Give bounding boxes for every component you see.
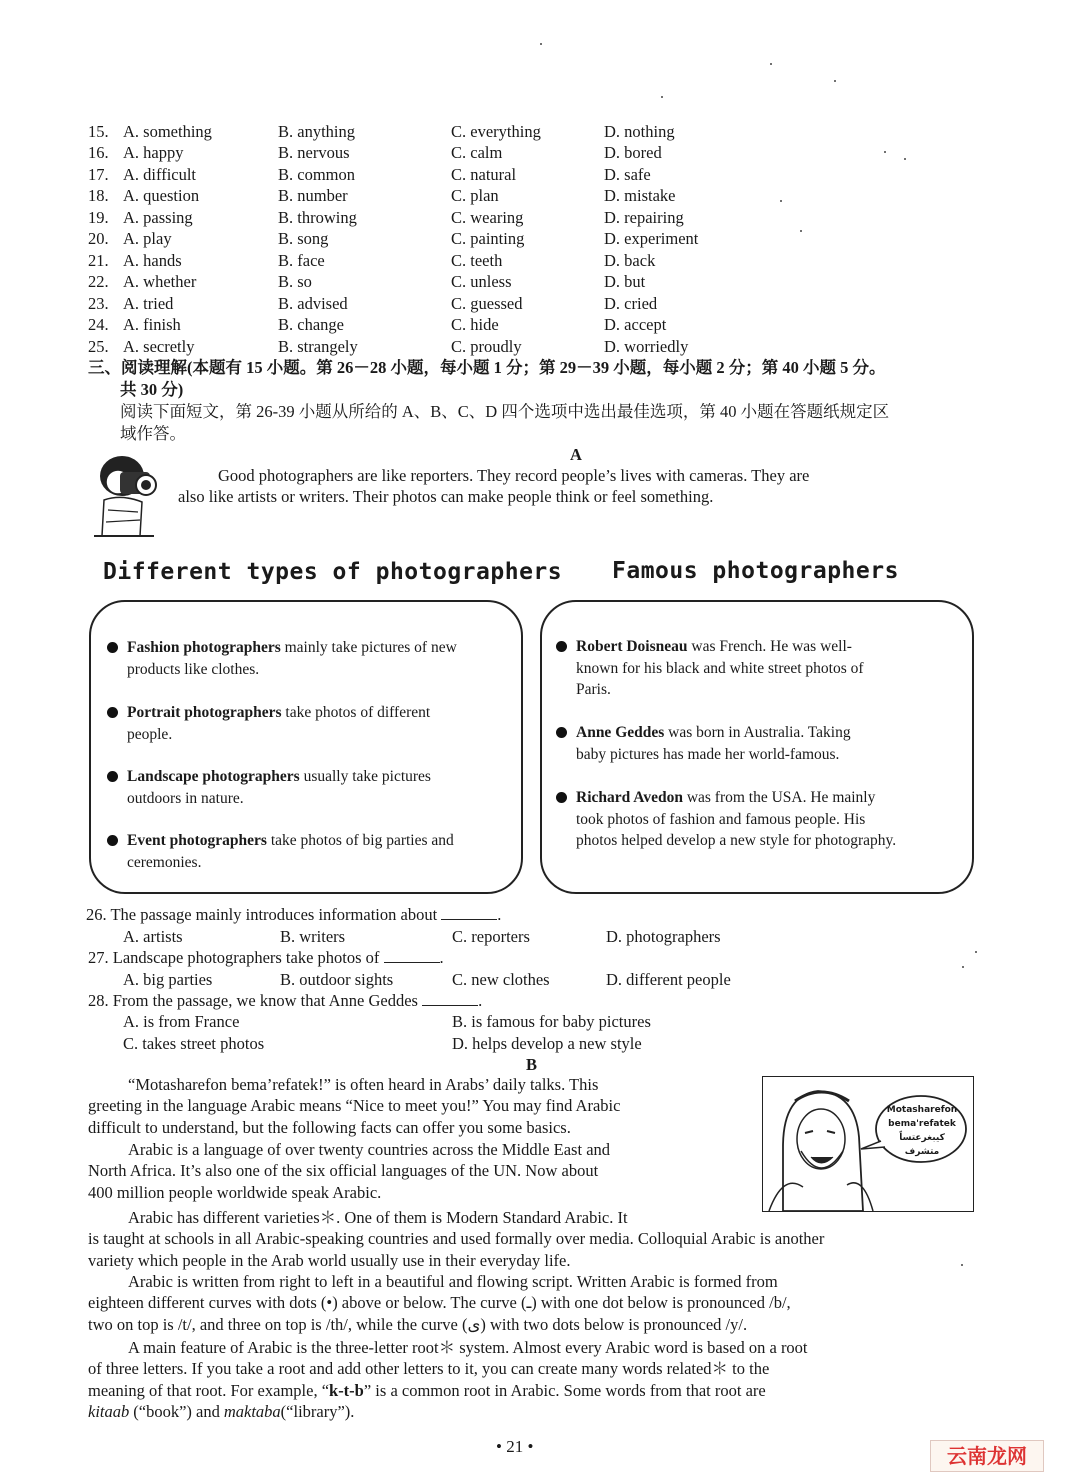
famous-line1 [576,636,864,658]
cloze-num: 21. [88,250,109,270]
cloze-b: B. so [278,272,312,292]
arab-man-illustration [762,1076,974,1212]
cloze-c: C. hide [451,315,499,335]
famous-title: Famous photographers [612,558,899,584]
q28_opts-option: C. takes street photos [123,1033,265,1053]
passage-line: greeting in the language Arabic means “Nice to meet you!” You may find Arabic [88,1096,621,1116]
q27_opts-option: C. new clothes [452,970,550,989]
cloze-b: B. face [278,250,325,270]
text-run: (“library”). [280,1402,355,1422]
passage-a-intro-1: Good photographers are like reporters. They record people’s lives with cameras. They are [218,466,810,485]
section-heading-line1: 三、阅读理解(本题有 15 小题。第 26－28 小题，每小题 1 分；第 29－39 小题，每小题 2 分；第 40 小题 5 分。 [88,358,886,377]
cloze-num: 19. [88,207,109,227]
text-run: ” is a common root in Arabic. Some words from that root are [363,1380,766,1400]
q26_opts-option: D. photographers [606,927,721,946]
bullet-icon [107,707,118,718]
types-line1 [127,830,454,852]
cloze-a: A. difficult [123,164,197,184]
cloze-c: C. guessed [451,293,523,313]
cloze-num: 20. [88,229,109,249]
famous-item [576,722,851,765]
cloze-c: C. natural [451,164,517,184]
cloze-d: D. repairing [604,207,684,227]
cloze-c: C. everything [451,122,541,141]
passage-line [88,1401,976,1422]
famous-text3: photos helped develop a new style for photography. [576,832,897,849]
section-instr-line1: 阅读下面短文，第 26-39 小题从所给的 A、B、C、D 四个选项中选出最佳选项，第 40 小题在答题纸规定区 [120,402,890,421]
cloze-d: D. bored [604,143,662,163]
types-name: Landscape photographers [127,768,300,785]
passage-line: Arabic is written from right to left in a beautiful and flowing script. Written Arabic is formed from [128,1272,778,1291]
cloze-d: D. safe [604,164,651,184]
types-text1: mainly take pictures of new [280,639,457,656]
passage-b-p5 [88,1337,976,1423]
cloze-b: B. number [278,186,348,206]
word-kitaab: kitaab [88,1402,130,1422]
famous-line1 [576,722,851,744]
bullet-icon [556,727,567,738]
types-name: Fashion photographers [127,639,281,656]
types-item [127,637,457,680]
cloze-a: A. secretly [123,336,195,356]
famous-name: Robert Doisneau [576,638,688,655]
cloze-a: A. finish [123,315,181,335]
types-line1 [127,702,430,724]
cloze-num: 17. [88,164,109,184]
cloze-row [88,208,768,229]
bullet-icon [107,835,118,846]
cloze-b: B. song [278,229,329,249]
passage-b-p4 [88,1271,976,1335]
cloze-a: A. question [123,186,200,206]
page-number: • 21 • [496,1437,534,1456]
types-item [127,766,431,809]
cloze-d: D. back [604,250,656,270]
q28_opts-option: D. helps develop a new style [452,1033,642,1053]
cloze-c: C. proudly [451,336,522,356]
text-run: (“book”) and [133,1402,220,1422]
photographer-cartoon [84,450,164,542]
passage-line: North Africa. It’s also one of the six official languages of the UN. Now about [88,1161,599,1181]
passage-b-p1 [88,1074,748,1138]
cloze-a: A. something [123,122,212,141]
famous-text2: took photos of fashion and famous people. His [576,810,866,828]
q28_opts-option: B. is famous for baby pictures [452,1012,651,1031]
cloze-b: B. throwing [278,207,357,227]
cloze-row [88,337,768,358]
cloze-d: D. experiment [604,229,699,249]
cloze-a: A. tried [123,293,174,313]
cloze-num: 24. [88,315,109,335]
cloze-row [88,272,768,293]
section-instructions [120,401,980,445]
cloze-d: D. but [604,272,646,292]
passage-b-p2 [88,1139,748,1203]
passage-line: two on top is /t/, and three on top is /th/, while the curve (ى) with two dots below is pronounced /y/. [88,1314,748,1334]
cloze-a: A. passing [123,207,193,227]
passage-line: A main feature of Arabic is the three-letter root＊ system. Almost every Arabic word is based on a root [128,1338,808,1357]
q27_opts-option: D. different people [606,970,731,989]
cloze-c: C. painting [451,229,525,249]
types-item [127,702,430,745]
cloze-row [88,251,768,272]
types-text2: products like clothes. [127,660,260,678]
bullet-icon [107,771,118,782]
types-line1 [127,637,457,659]
bullet-icon [556,641,567,652]
passage-a-intro-2: also like artists or writers. Their photos can make people think or feel something. [178,487,714,506]
cloze-d: D. cried [604,293,658,313]
word-maktaba: maktaba [223,1402,281,1422]
passage-line: Arabic has different varieties＊. One of them is Modern Standard Arabic. It [128,1208,628,1227]
cloze-a: A. play [123,229,172,249]
types-title: Different types of photographers [103,559,563,585]
cloze-d: D. mistake [604,186,676,206]
q28_opts-option: A. is from France [123,1012,240,1031]
passage-line: is taught at schools in all Arabic-speaking countries and used formally over media. Colloquial Arabic is another [88,1229,825,1249]
cloze-b: B. nervous [278,143,350,163]
famous-text1: was French. He was well- [687,638,852,655]
types-text1: usually take pictures [299,768,431,785]
q27_opts-option: A. big parties [123,970,213,989]
types-text2: outdoors in nature. [127,789,244,807]
passage-line: of three letters. If you take a root and add other letters to it, you can create many words related＊ to the [88,1359,770,1379]
passage-b-p3 [88,1207,976,1271]
cloze-row [88,186,768,207]
speech-bubble [881,1103,963,1159]
cloze-b: B. common [278,164,355,184]
types-text2: ceremonies. [127,853,202,871]
passage-b-letter: B [526,1055,538,1074]
passage-a-letter: A [570,445,582,464]
cloze-d: D. accept [604,315,667,335]
cloze-b: B. strangely [278,336,358,356]
section-heading-line2: 共 30 分) [120,380,184,399]
cloze-row [88,143,768,164]
cloze-row [88,315,768,336]
famous-item [576,636,864,701]
cloze-row [88,165,768,186]
cloze-num: 23. [88,293,109,313]
cloze-a: A. happy [123,143,184,163]
cloze-row [88,229,768,250]
section-instr-line2: 域作答。 [120,424,186,443]
famous-name: Anne Geddes [576,724,665,741]
famous-text2: known for his black and white street photos of [576,659,864,677]
passage-line: difficult to understand, but the following facts can offer you some basics. [88,1117,571,1137]
famous-line1 [576,787,896,809]
bubble-line: Motasharefon [886,1105,958,1115]
passage-line [88,1380,976,1401]
famous-item [576,787,896,852]
types-name: Event photographers [127,832,267,849]
q26_opts-option: A. artists [123,927,183,946]
bullet-icon [107,642,118,653]
passage-line: “Motasharefon bema’refatek!” is often heard in Arabs’ daily talks. This [128,1075,599,1094]
famous-text1: was born in Australia. Taking [664,724,851,741]
bubble-line: bema'refatek [888,1119,956,1129]
types-text1: take photos of different [281,704,431,721]
cloze-c: C. plan [451,186,499,206]
cloze-d: D. worriedly [604,336,689,356]
text-run: meaning of that root. For example, “ [88,1380,330,1400]
cloze-c: C. calm [451,143,503,163]
cloze-num: 22. [88,272,109,292]
cloze-d: D. nothing [604,122,675,141]
cloze-c: C. wearing [451,207,524,227]
cloze-a: A. hands [123,250,182,270]
cloze-num: 15. [88,122,109,141]
q26_opts-option: B. writers [280,927,346,946]
cloze-b: B. advised [278,293,348,313]
types-name: Portrait photographers [127,704,282,721]
cloze-b: B. change [278,315,344,335]
passage-line: variety which people in the Arab world usually use in their everyday life. [88,1250,571,1270]
cloze-c: C. unless [451,272,512,292]
passage-line: eighteen different curves with dots (•) above or below. The curve (ـ) with one dot below is pronounced /b/, [88,1293,791,1313]
root-example: k-t-b [329,1380,364,1400]
famous-name: Richard Avedon [576,789,683,806]
cloze-num: 25. [88,336,109,356]
cloze-b: B. anything [278,122,355,141]
cloze-row [88,294,768,315]
types-item [127,830,454,873]
watermark: 云南龙网 [930,1440,1044,1472]
cloze-row [88,122,768,143]
passage-line: Arabic is a language of over twenty countries across the Middle East and [128,1140,611,1159]
famous-text3: Paris. [576,681,611,698]
q26_opts-option: C. reporters [452,927,530,946]
cloze-c: C. teeth [451,250,503,270]
q27-stem: 27. Landscape photographers take photos of . [88,948,444,967]
q27_opts-option: B. outdoor sights [280,970,394,989]
cloze-num: 18. [88,186,109,206]
types-text1: take photos of big parties and [266,832,454,849]
q28-stem: 28. From the passage, we know that Anne Geddes . [88,991,483,1010]
famous-text1: was from the USA. He mainly [682,789,876,806]
famous-text2: baby pictures has made her world-famous. [576,745,840,763]
types-text2: people. [127,725,173,743]
section-heading [88,357,988,401]
bubble-line: كيبغرعتساً متشرف [899,1133,945,1157]
cloze-a: A. whether [123,272,197,292]
passage-line: 400 million people worldwide speak Arabic. [88,1182,382,1202]
q26-stem: 26. The passage mainly introduces information about . [86,905,502,924]
types-line1 [127,766,431,788]
bullet-icon [556,792,567,803]
cloze-num: 16. [88,143,109,163]
